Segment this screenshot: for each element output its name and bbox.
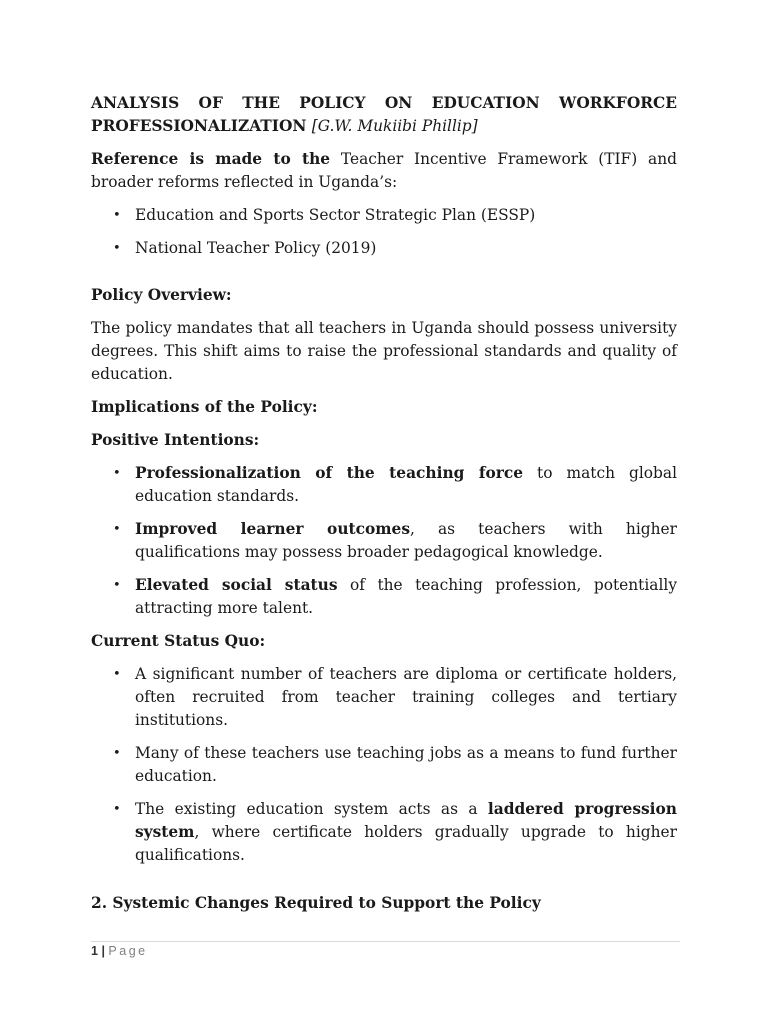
list-item: • Improved learner outcomes, as teachers with higher qualifications may possess broader pedagogical knowledge. <box>113 520 677 561</box>
bullet-icon: • <box>113 746 121 761</box>
document-page <box>91 92 677 925</box>
list-item: • Many of these teachers use teaching jobs as a means to fund further education. <box>113 744 677 785</box>
status-quo-heading: Current Status Quo: <box>91 632 266 650</box>
reference-text: Teacher Incentive Framework (TIF) and broader reforms reflected in Uganda’s: <box>91 150 677 191</box>
footer-separator: | <box>101 944 105 958</box>
status-quo-list <box>91 663 677 867</box>
section-2-heading: 2. Systemic Changes Required to Support the Policy <box>91 894 541 912</box>
bullet-icon: • <box>113 522 121 537</box>
list-item: • Education and Sports Sector Strategic Plan (ESSP) <box>91 204 677 227</box>
bullet-icon: • <box>113 466 121 481</box>
bullet-icon: • <box>113 241 121 256</box>
reference-lead: Reference is made to the <box>91 150 331 168</box>
reference-paragraph <box>91 148 677 194</box>
positive-intentions-list <box>91 462 677 620</box>
list-item: • The existing education system acts as a laddered progression system, where certificate holders gradually upgrade to higher qualifications. <box>113 800 677 864</box>
page-footer <box>91 941 680 958</box>
bullet-icon: • <box>113 208 121 223</box>
policy-overview-heading: Policy Overview: <box>91 286 232 304</box>
page-label: Page <box>108 944 148 958</box>
list-item: • A significant number of teachers are diploma or certificate holders, often recruited from teacher training colleges and tertiary institutions. <box>113 665 677 729</box>
bullet-icon: • <box>113 667 121 682</box>
author-name: [G.W. Mukiibi Phillip] <box>311 117 478 135</box>
title-line-2: PROFESSIONALIZATION <box>91 117 312 135</box>
document-title <box>91 92 677 138</box>
page-number: 1 <box>91 944 98 958</box>
positive-intentions-heading: Positive Intentions: <box>91 431 260 449</box>
implications-heading: Implications of the Policy: <box>91 398 318 416</box>
reference-list <box>91 204 677 260</box>
list-item: • National Teacher Policy (2019) <box>91 237 677 260</box>
title-line-1: ANALYSIS OF THE POLICY ON EDUCATION WORKFORCE <box>91 94 677 112</box>
bullet-icon: • <box>113 578 121 593</box>
list-item: • Elevated social status of the teaching profession, potentially attracting more talent. <box>113 576 678 617</box>
bullet-icon: • <box>113 802 121 817</box>
list-item: • Professionalization of the teaching force to match global education standards. <box>113 464 677 505</box>
policy-overview-text: The policy mandates that all teachers in Uganda should possess university degrees. This shift aims to raise the professional standards and quality of education. <box>91 319 677 383</box>
